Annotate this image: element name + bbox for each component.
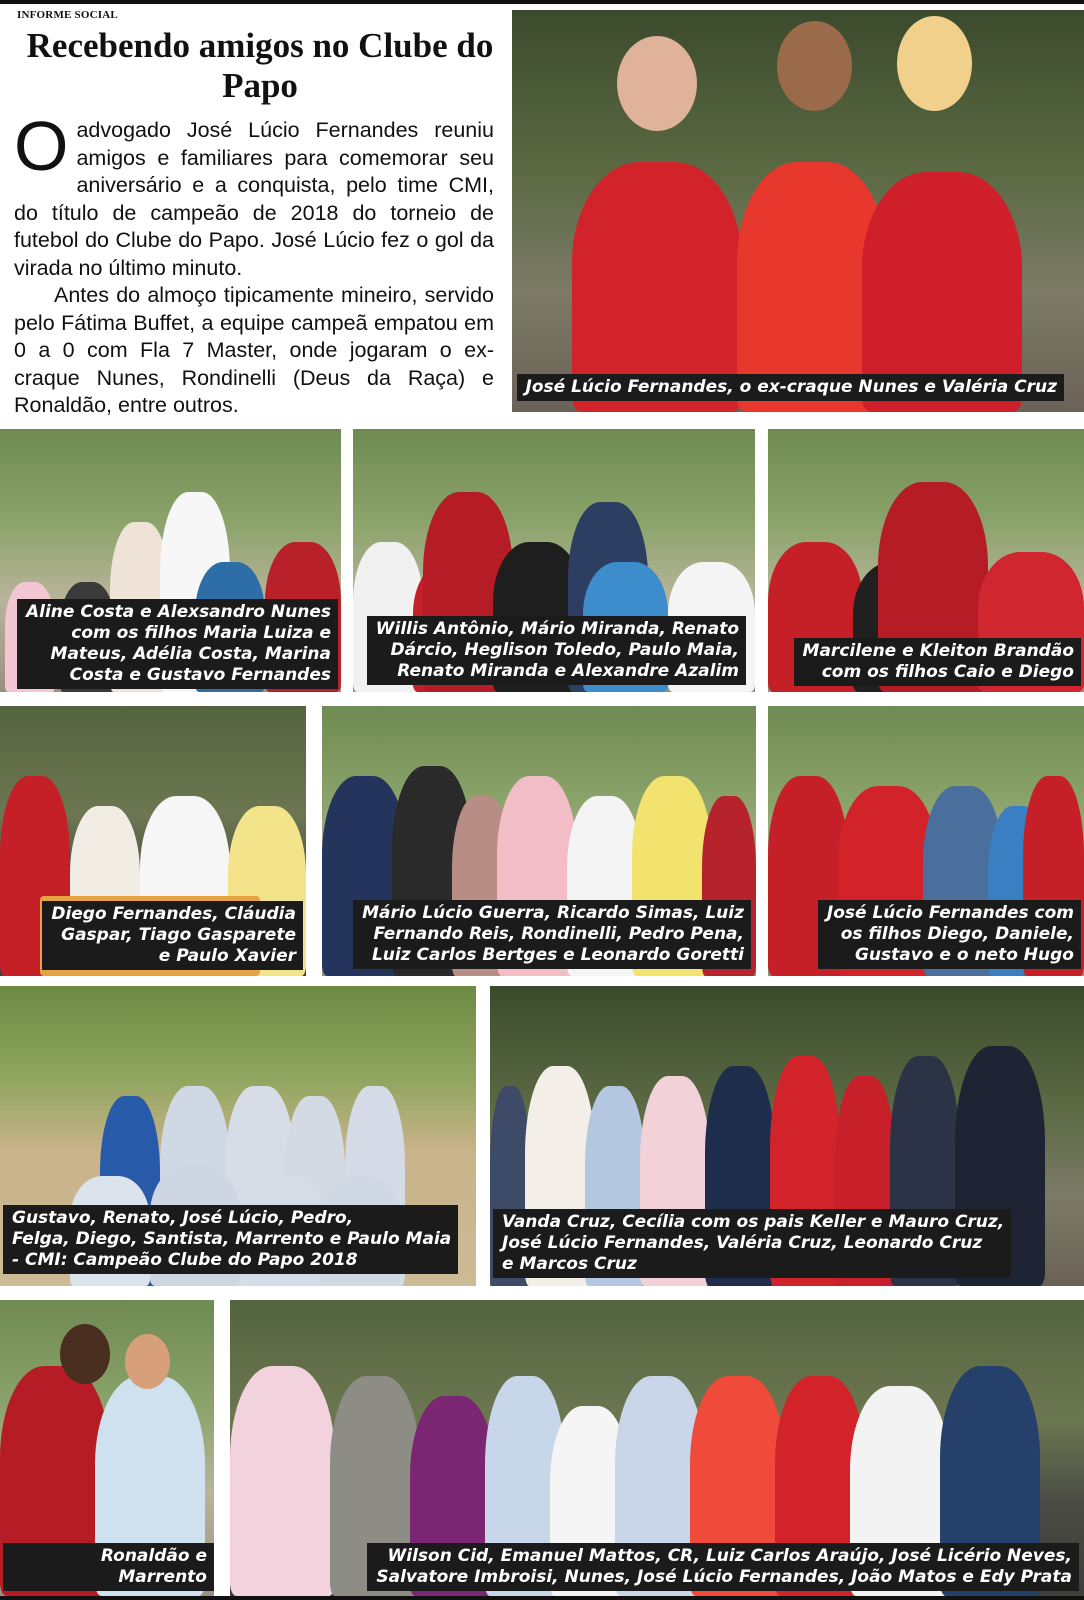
article-paragraph-2: Antes do almoço tipicamente mineiro, servido pelo Fátima Buffet, a equipe campeã empatou em 0 a 0 com Fla 7 Master, onde jogaram o ex-craque Nunes, Rondinelli (Deus da Raça) e Ronaldão, entre outros.	[14, 283, 494, 417]
caption-3: Marcilene e Kleiton Brandão com os filhos Caio e Diego	[794, 638, 1081, 686]
caption-4: Diego Fernandes, Cláudia Gaspar, Tiago Gasparete e Paulo Xavier	[42, 901, 303, 970]
photo-3	[768, 429, 1084, 692]
bottom-rule	[0, 1596, 1084, 1600]
caption-8: Vanda Cruz, Cecília com os pais Keller e Mauro Cruz, José Lúcio Fernandes, Valéria Cruz, Leonardo Cruz e Marcos Cruz	[493, 1209, 1011, 1278]
article-body	[14, 107, 494, 420]
photo-main	[512, 10, 1084, 412]
photo-8	[490, 986, 1084, 1286]
caption-main: José Lúcio Fernandes, o ex-craque Nunes e Valéria Cruz	[517, 374, 1064, 401]
photo-2	[353, 429, 755, 692]
photo-10	[230, 1300, 1084, 1596]
caption-6: José Lúcio Fernandes com os filhos Diego, Daniele, Gustavo e o neto Hugo	[818, 900, 1081, 969]
caption-9: Ronaldão e Marrento	[3, 1543, 214, 1591]
photo-7	[0, 986, 476, 1286]
article-paragraph-1	[14, 107, 494, 282]
headline: Recebendo amigos no Clube do Papo	[26, 26, 494, 105]
caption-5: Mário Lúcio Guerra, Ricardo Simas, Luiz Fernando Reis, Rondinelli, Pedro Pena, Luiz Carlos Bertges e Leonardo Goretti	[353, 900, 751, 969]
caption-2: Willis Antônio, Mário Miranda, Renato Dárcio, Heglison Toledo, Paulo Maia, Renato Miranda e Alexandre Azalim	[367, 616, 746, 685]
caption-10: Wilson Cid, Emanuel Mattos, CR, Luiz Carlos Araújo, José Licério Neves, Salvatore Imbroisi, Nunes, José Lúcio Fernandes, João Matos e Edy Prata	[367, 1543, 1079, 1591]
caption-7: Gustavo, Renato, José Lúcio, Pedro, Felga, Diego, Santista, Marrento e Paulo Maia - CMI: Campeão Clube do Papo 2018	[3, 1205, 458, 1274]
section-label: INFORME SOCIAL	[17, 9, 118, 21]
caption-1: Aline Costa e Alexsandro Nunes com os filhos Maria Luiza e Mateus, Adélia Costa, Marina Costa e Gustavo Fernandes	[17, 599, 338, 689]
article-paragraph-1-text: advogado José Lúcio Fernandes reuniu amigos e familiares para comemorar seu aniversário e a conquista, pelo time CMI, do título de campeão de 2018 do torneio de futebol do Clube do Papo. José Lúcio fez o gol da virada no último minuto.	[14, 118, 494, 280]
photo-1	[0, 429, 341, 692]
drop-cap: O	[14, 107, 69, 185]
photo-4	[0, 706, 306, 976]
photo-9	[0, 1300, 214, 1596]
photo-5	[322, 706, 756, 976]
photo-main-people	[512, 131, 1084, 412]
photo-6	[768, 706, 1084, 976]
top-rule	[0, 0, 1084, 4]
